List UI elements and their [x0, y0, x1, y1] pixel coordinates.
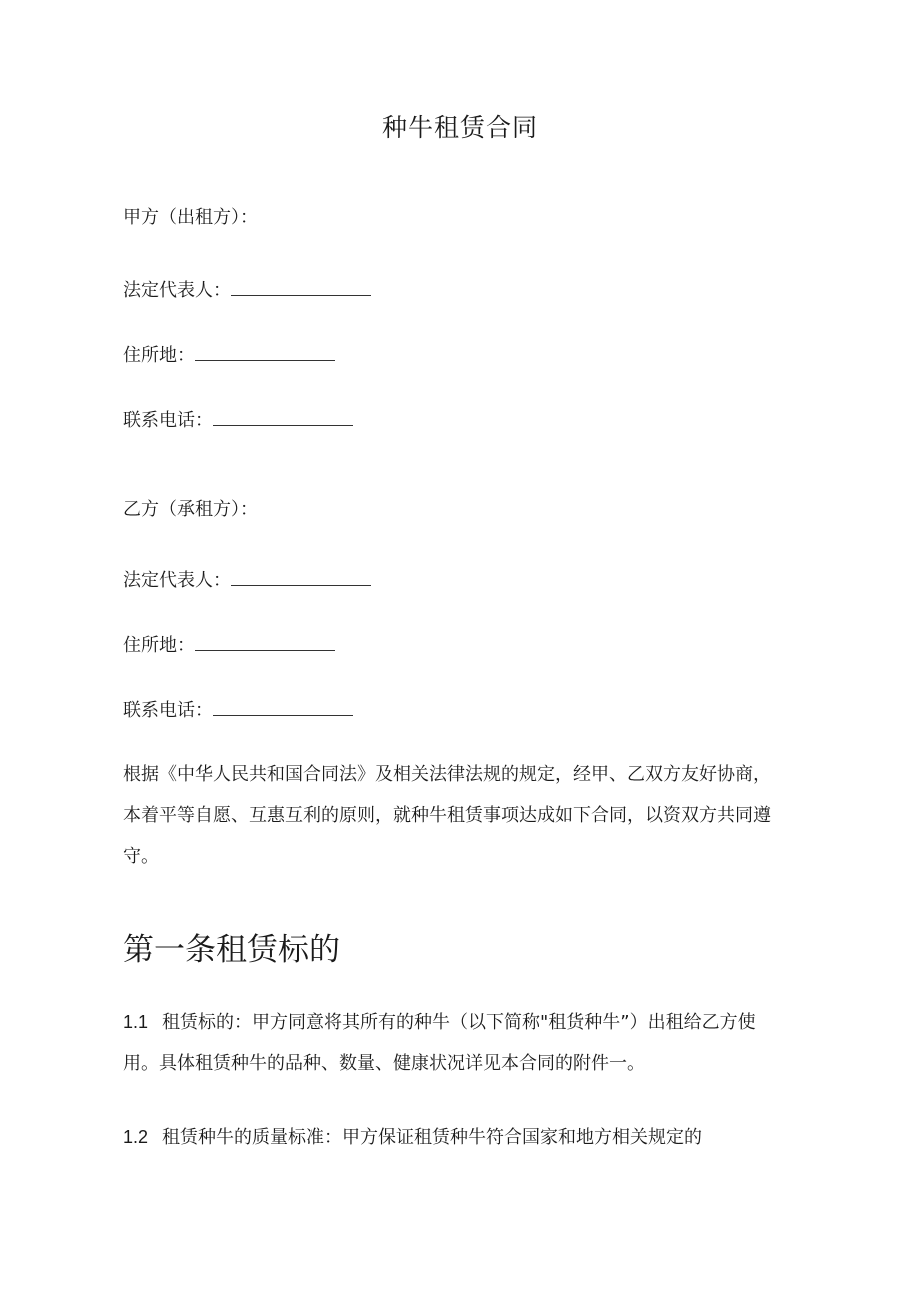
- party-a-address-row: [123, 342, 335, 368]
- page-title: 种牛租赁合同: [381, 113, 538, 142]
- party-b-rep-label: 法定代表人：: [123, 570, 231, 591]
- party-a-address-field[interactable]: [195, 342, 335, 361]
- party-a-rep-label: 法定代表人：: [123, 280, 231, 301]
- clause-number: 1.2: [123, 1127, 149, 1147]
- party-b-address-field[interactable]: [195, 632, 335, 651]
- clause-number: 1.1: [123, 1012, 149, 1032]
- party-b-rep-row: [123, 567, 371, 593]
- party-a-rep-field[interactable]: [231, 277, 371, 296]
- party-a-address-label: 住所地：: [123, 345, 195, 366]
- clause-1-2: [123, 1117, 783, 1158]
- clause-1-1: [123, 1002, 783, 1084]
- party-a-rep-row: [123, 277, 371, 303]
- party-a-header: 甲方（出租方）：: [123, 207, 258, 228]
- section-heading: 第一条租赁标的: [123, 932, 340, 968]
- party-b-phone-field[interactable]: [213, 697, 353, 716]
- party-b-header: 乙方（承租方）：: [123, 499, 258, 520]
- party-b-rep-field[interactable]: [231, 567, 371, 586]
- party-a-phone-row: [123, 407, 353, 433]
- party-b-address-label: 住所地：: [123, 635, 195, 656]
- party-b-address-row: [123, 632, 335, 658]
- preamble-paragraph: 根据《中华人民共和国合同法》及相关法律法规的规定，经甲、乙双方友好协商，本着平等自愿、互惠互利的原则，就种牛租赁事项达成如下合同，以资双方共同遵守。: [123, 764, 771, 867]
- party-b-phone-label: 联系电话：: [123, 700, 213, 721]
- clause-text: 租赁标的：甲方同意将其所有的种牛（以下简称"租货种牛”）出租给乙方使用。具体租赁种牛的品种、数量、健康状况详见本合同的附件一。: [123, 1012, 756, 1074]
- party-a-phone-field[interactable]: [213, 407, 353, 426]
- clause-text: 租赁种牛的质量标准：甲方保证租赁种牛符合国家和地方相关规定的: [162, 1127, 703, 1148]
- party-a-phone-label: 联系电话：: [123, 410, 213, 431]
- party-b-phone-row: [123, 697, 353, 723]
